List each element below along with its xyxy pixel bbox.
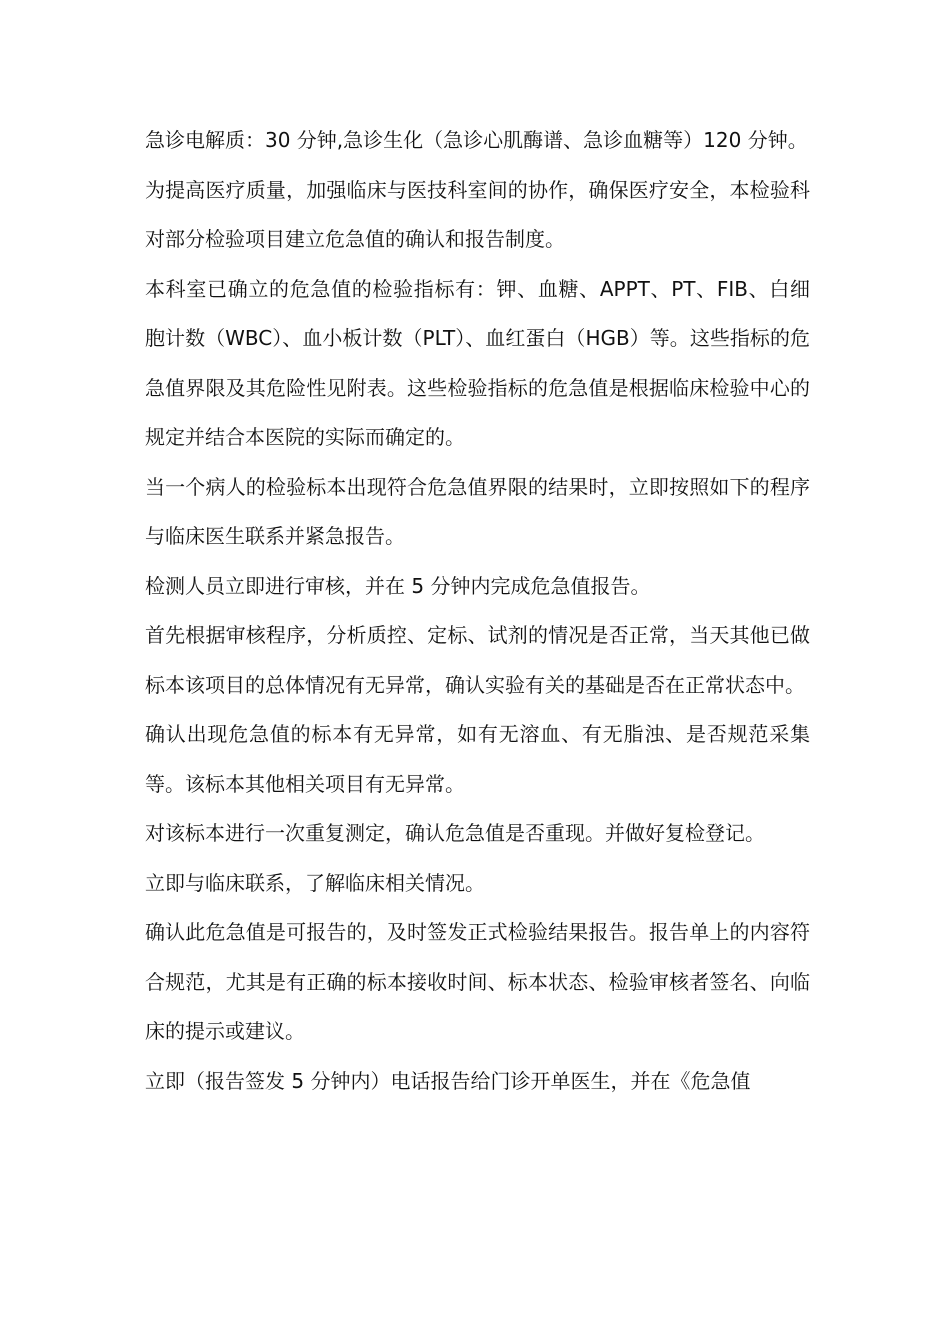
document-body — [145, 116, 810, 1106]
paragraph-purpose: 为提高医疗质量，加强临床与医技科室间的协作，确保医疗安全，本检验科对部分检验项目建立危急值的确认和报告制度。 — [145, 177, 810, 251]
paragraph-quality-check-step: 首先根据审核程序，分析质控、定标、试剂的情况是否正常，当天其他已做标本该项目的总体情况有无异常，确认实验有关的基础是否在正常状态中。 — [145, 623, 810, 697]
paragraph-retest-step: 对该标本进行一次重复测定，确认危急值是否重现。并做好复检登记。 — [145, 821, 765, 845]
paragraph-specimen-check-step: 确认出现危急值的标本有无异常，如有无溶血、有无脂浊、是否规范采集等。该标本其他相关项目有无异常。 — [145, 722, 810, 796]
paragraph-phone-report-step: 立即（报告签发 5 分钟内）电话报告给门诊开单医生，并在《危急值 — [145, 1068, 751, 1093]
paragraph-turnaround-times: 急诊电解质：30 分钟,急诊生化（急诊心肌酶谱、急诊血糖等）120 分钟。 — [145, 128, 808, 152]
paragraph-reporting-procedure: 当一个病人的检验标本出现符合危急值界限的结果时，立即按照如下的程序与临床医生联系并紧急报告。 — [145, 474, 810, 548]
paragraph-review-step: 检测人员立即进行审核，并在 5 分钟内完成危急值报告。 — [145, 573, 651, 598]
paragraph-critical-indicators: 本科室已确立的危急值的检验指标有：钾、血糖、APPT、PT、FIB、白细胞计数（WBC）、血小板计数（PLT）、血红蛋白（HGB）等。这些指标的危急值界限及其危险性见附表。这些检验指标的危急值是根据临床检验中心的规定并结合本医院的实际而确定的。 — [145, 276, 810, 449]
paragraph-contact-clinic-step: 立即与临床联系，了解临床相关情况。 — [145, 870, 485, 895]
paragraph-issue-report-step: 确认此危急值是可报告的，及时签发正式检验结果报告。报告单上的内容符合规范，尤其是有正确的标本接收时间、标本状态、检验审核者签名、向临床的提示或建议。 — [145, 920, 810, 1043]
